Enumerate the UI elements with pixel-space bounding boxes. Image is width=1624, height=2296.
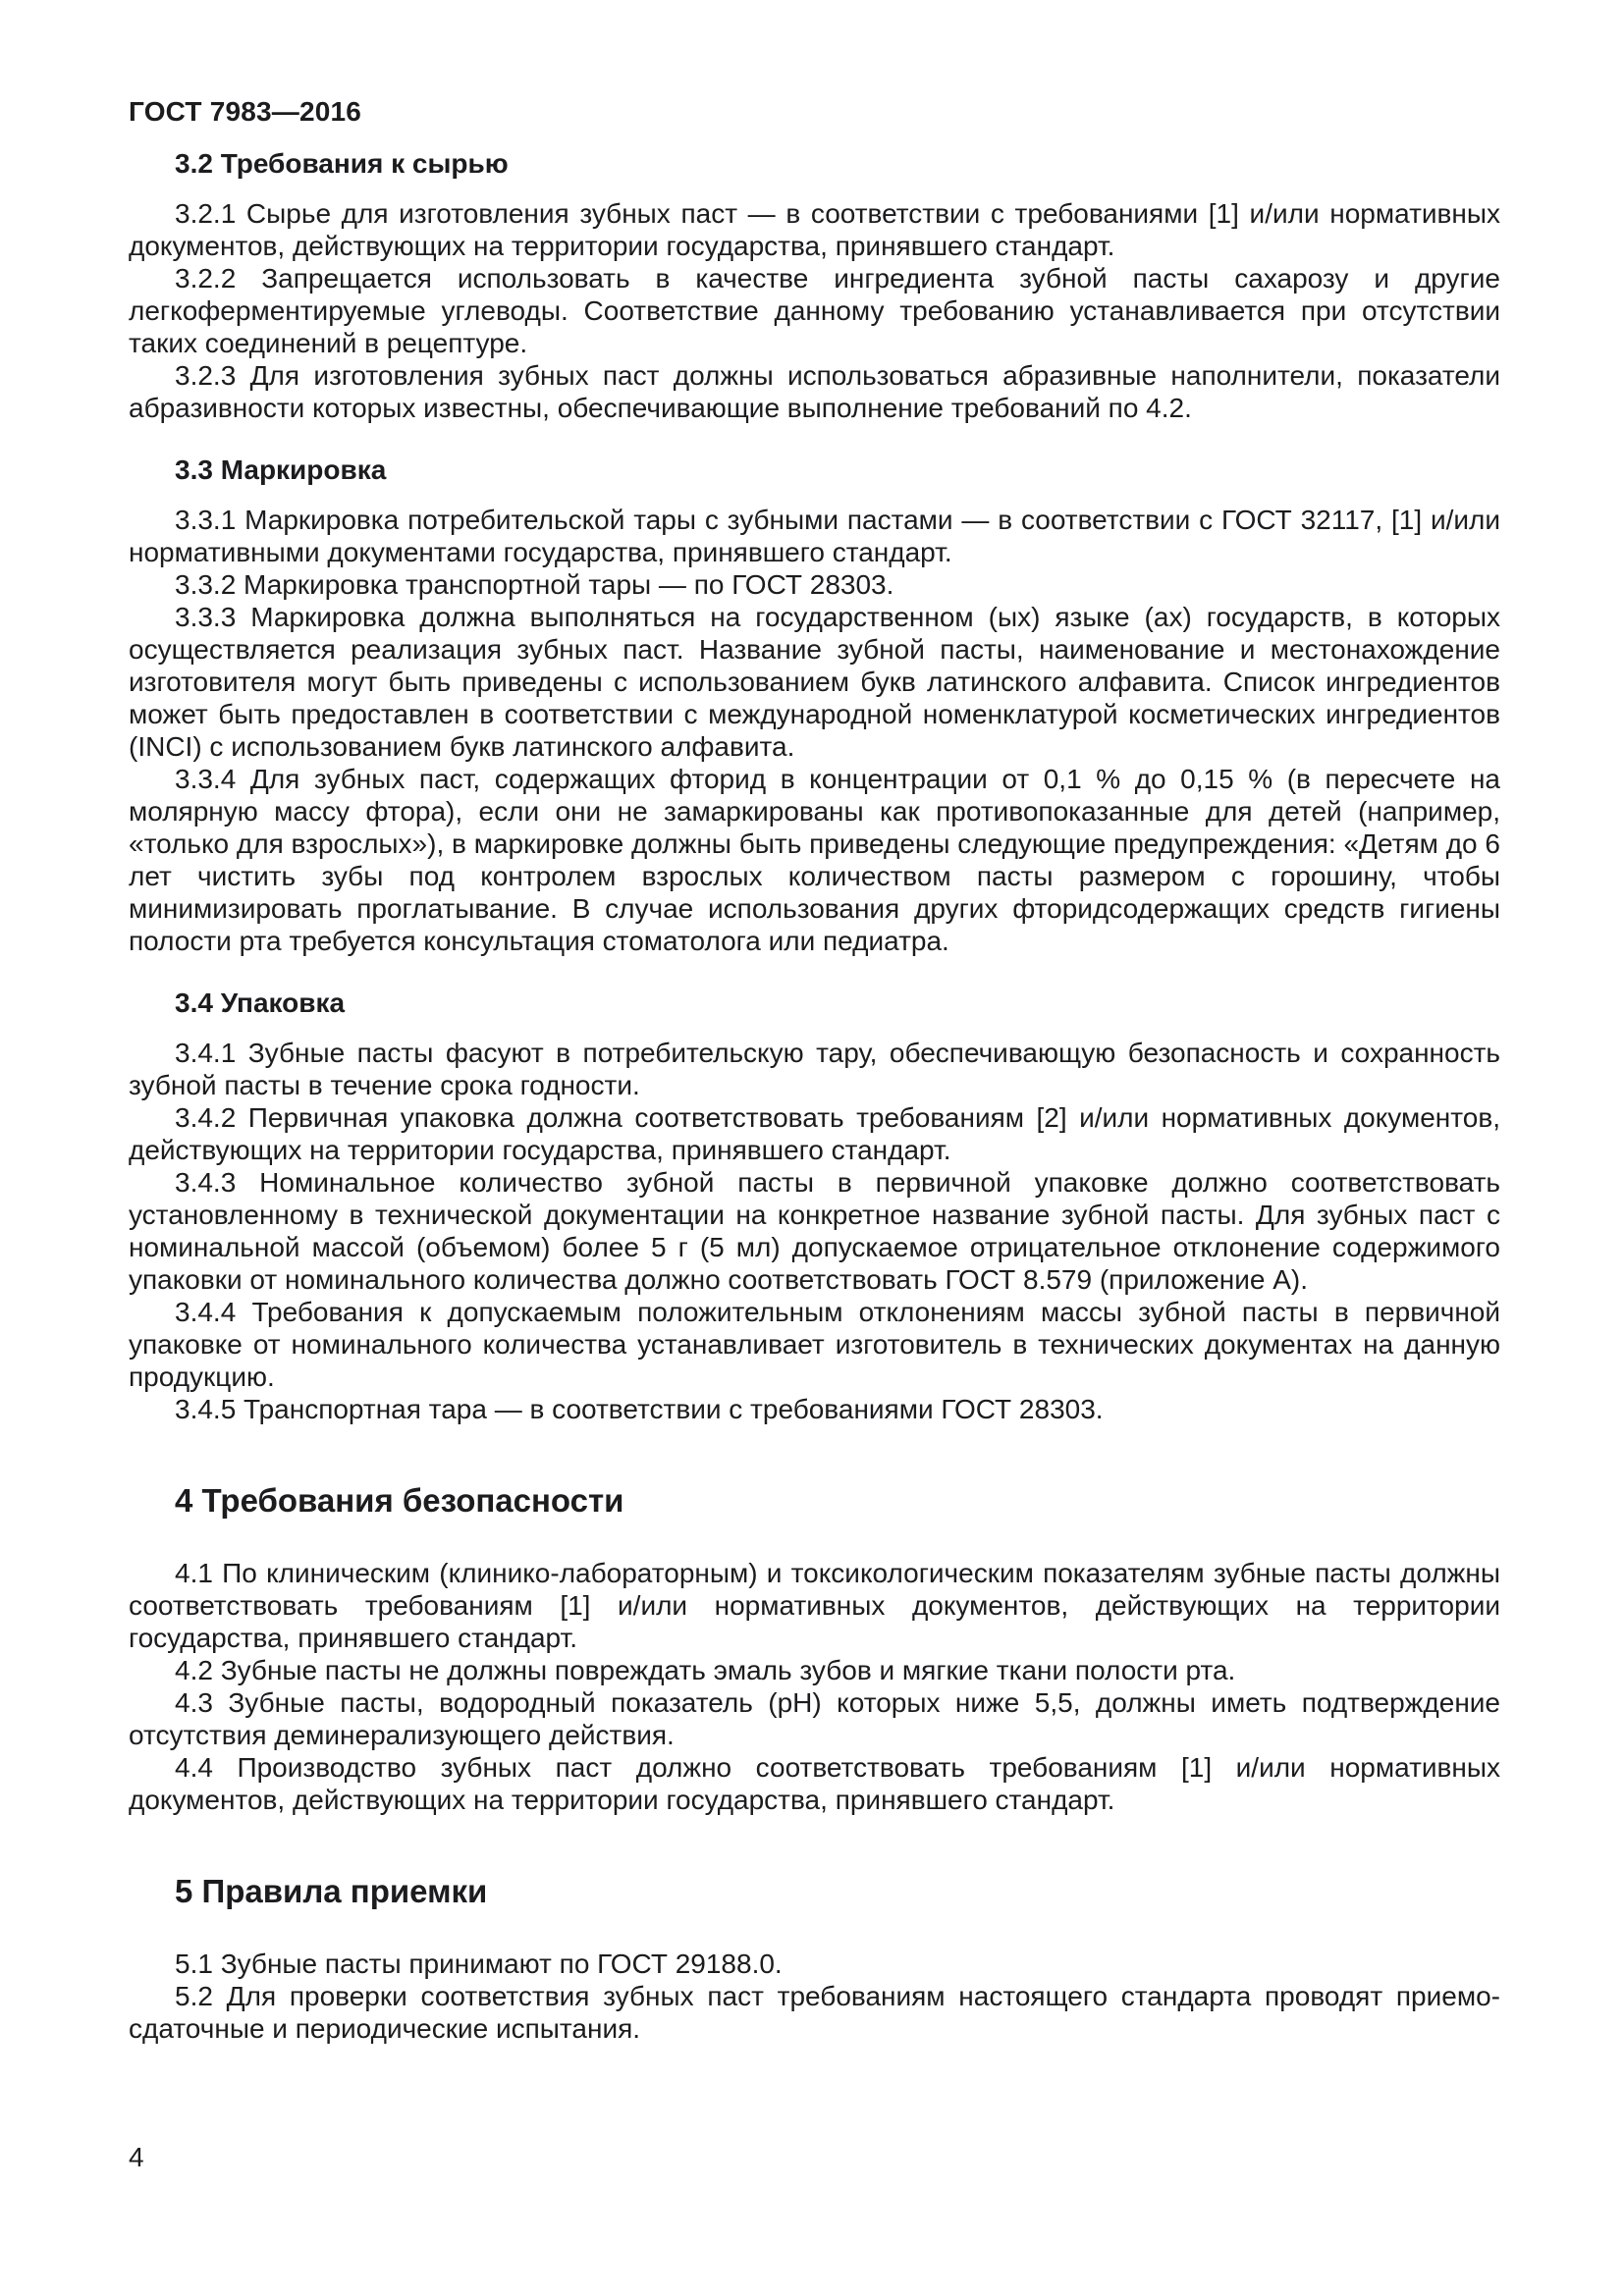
paragraph-3-4-1: 3.4.1 Зубные пасты фасуют в потребительскую тару, обеспечивающую безопасность и сохранность зубной пасты в течение срока годности. [129, 1038, 1500, 1100]
paragraph-4-2: 4.2 Зубные пасты не должны повреждать эмаль зубов и мягкие ткани полости рта. [175, 1655, 1236, 1685]
paragraph-3-2-2: 3.2.2 Запрещается использовать в качестве ингредиента зубной пасты сахарозу и другие легкоферментируемые углеводы. Соответствие данному требованию устанавливается при отсутствии таких соединений в рецептуре. [129, 263, 1500, 358]
paragraph-4-3: 4.3 Зубные пасты, водородный показатель (pH) которых ниже 5,5, должны иметь подтверждение отсутствия деминерализующего действия. [129, 1687, 1500, 1750]
paragraph-3-3-4: 3.3.4 Для зубных паст, содержащих фторид в концентрации от 0,1 % до 0,15 % (в пересчете на молярную массу фтора), если они не замаркированы как противопоказанные для детей (например, «только для взрослых»), в маркировке должны быть приведены следующие предупреждения: «Детям до 6 лет чистить зубы под контролем взрослых количеством пасты размером с горошину, чтобы минимизировать проглатывание. В случае использования других фторидсодержащих средств гигиены полости рта требуется консультация стоматолога или педиатра. [129, 764, 1500, 956]
heading-5: 5 Правила приемки [175, 1873, 488, 1909]
heading-3-3: 3.3 Маркировка [175, 454, 387, 485]
paragraph-5-1: 5.1 Зубные пасты принимают по ГОСТ 29188.0. [175, 1949, 783, 1979]
heading-4: 4 Требования безопасности [175, 1482, 624, 1519]
document-content [129, 147, 1500, 2045]
paragraph-3-3-3: 3.3.3 Маркировка должна выполняться на государственном (ых) языке (ах) государств, в которых осуществляется реализация зубных паст. Название зубной пасты, наименование и местонахождение изготовителя могут быть приведены с использованием букв латинского алфавита. Список ингредиентов может быть предоставлен в соответствии с международной номенклатурой косметических ингредиентов (INCI) с использованием букв латинского алфавита. [129, 602, 1500, 762]
paragraph-5-2: 5.2 Для проверки соответствия зубных паст требованиям настоящего стандарта проводят приемо-сдаточные и периодические испытания. [129, 1981, 1500, 2044]
page-number: 4 [129, 2142, 144, 2172]
paragraph-3-4-3: 3.4.3 Номинальное количество зубной пасты в первичной упаковке должно соответствовать установленному в технической документации на конкретное название зубной пасты. Для зубных паст с номинальной массой (объемом) более 5 г (5 мл) допускаемое отрицательное отклонение содержимого упаковки от номинального количества должно соответствовать ГОСТ 8.579 (приложение А). [129, 1167, 1500, 1295]
paragraph-3-4-5: 3.4.5 Транспортная тара — в соответствии с требованиями ГОСТ 28303. [175, 1394, 1104, 1424]
heading-3-4: 3.4 Упаковка [175, 988, 346, 1018]
paragraph-3-2-3: 3.2.3 Для изготовления зубных паст должны использоваться абразивные наполнители, показатели абразивности которых известны, обеспечивающие выполнение требований по 4.2. [129, 360, 1500, 423]
heading-3-2: 3.2 Требования к сырью [175, 148, 509, 179]
paragraph-3-3-1: 3.3.1 Маркировка потребительской тары с зубными пастами — в соответствии с ГОСТ 32117, [1] и/или нормативными документами государства, принявшего стандарт. [129, 505, 1500, 567]
paragraph-4-4: 4.4 Производство зубных паст должно соответствовать требованиям [1] и/или нормативных документов, действующих на территории государства, принявшего стандарт. [129, 1752, 1500, 1815]
paragraph-3-2-1: 3.2.1 Сырье для изготовления зубных паст — в соответствии с требованиями [1] и/или нормативных документов, действующих на территории государства, принявшего стандарт. [129, 198, 1500, 261]
paragraph-3-4-4: 3.4.4 Требования к допускаемым положительным отклонениям массы зубной пасты в первичной упаковке от номинального количества устанавливает изготовитель в технических документах на данную продукцию. [129, 1297, 1500, 1392]
paragraph-4-1: 4.1 По клиническим (клинико-лабораторным) и токсикологическим показателям зубные пасты должны соответствовать требованиям [1] и/или нормативных документов, действующих на территории государства, принявшего стандарт. [129, 1558, 1500, 1653]
document-number-header: ГОСТ 7983—2016 [129, 96, 362, 127]
paragraph-3-4-2: 3.4.2 Первичная упаковка должна соответствовать требованиям [2] и/или нормативных документов, действующих на территории государства, принявшего стандарт. [129, 1102, 1500, 1165]
paragraph-3-3-2: 3.3.2 Маркировка транспортной тары — по ГОСТ 28303. [175, 569, 894, 600]
